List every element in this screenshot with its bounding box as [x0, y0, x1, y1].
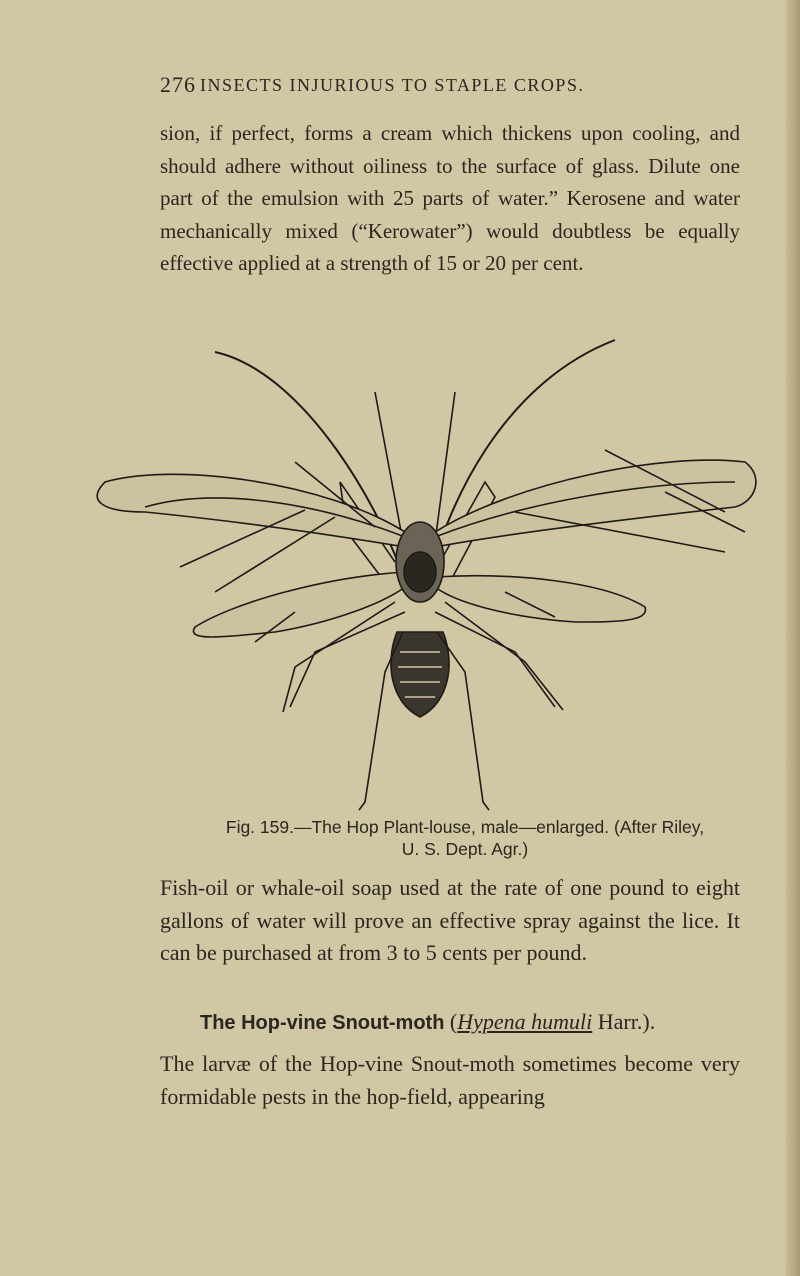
section-heading-open-paren: ( — [449, 1009, 458, 1034]
section-heading — [200, 1007, 760, 1038]
figure-caption — [160, 816, 770, 860]
authority: Harr.). — [592, 1009, 656, 1034]
page-number: 276 — [160, 72, 196, 97]
running-title: INSECTS INJURIOUS TO STAPLE CROPS. — [200, 75, 585, 95]
page-edge — [786, 0, 800, 1276]
page-header — [0, 72, 800, 102]
paragraph-2: Fish-oil or whale-oil soap used at the rate of one pound to eight gallons of water will prove an effective spray against the lice. It can be purchased at from 3 to 5 cents per pound. — [160, 875, 740, 965]
caption-line-2: U. S. Dept. Agr.) — [401, 839, 529, 859]
caption-line-1: Fig. 159.—The Hop Plant-louse, male—enlarged. (After Riley, — [225, 817, 705, 837]
section-heading-title: The Hop-vine Snout-moth — [200, 1012, 445, 1034]
paragraph-1: sion, if perfect, forms a cream which thickens upon cooling, and should adhere without oiliness to the surface of glass. Dilute one part of the emulsion with 25 parts of water.” Kerosene and water mechanically mixed (“Kerowater”) would doubtless be equally effective applied at a strength of 15 or 20 per cent. — [160, 121, 740, 275]
scientific-name: Hypena humuli — [457, 1009, 593, 1034]
paragraph-3: The larvæ of the Hop-vine Snout-moth sometimes become very formidable pests in the hop-field, appearing — [160, 1051, 740, 1109]
hop-plant-louse-illustration — [85, 332, 765, 822]
hop-plant-louse-figure — [85, 332, 765, 822]
